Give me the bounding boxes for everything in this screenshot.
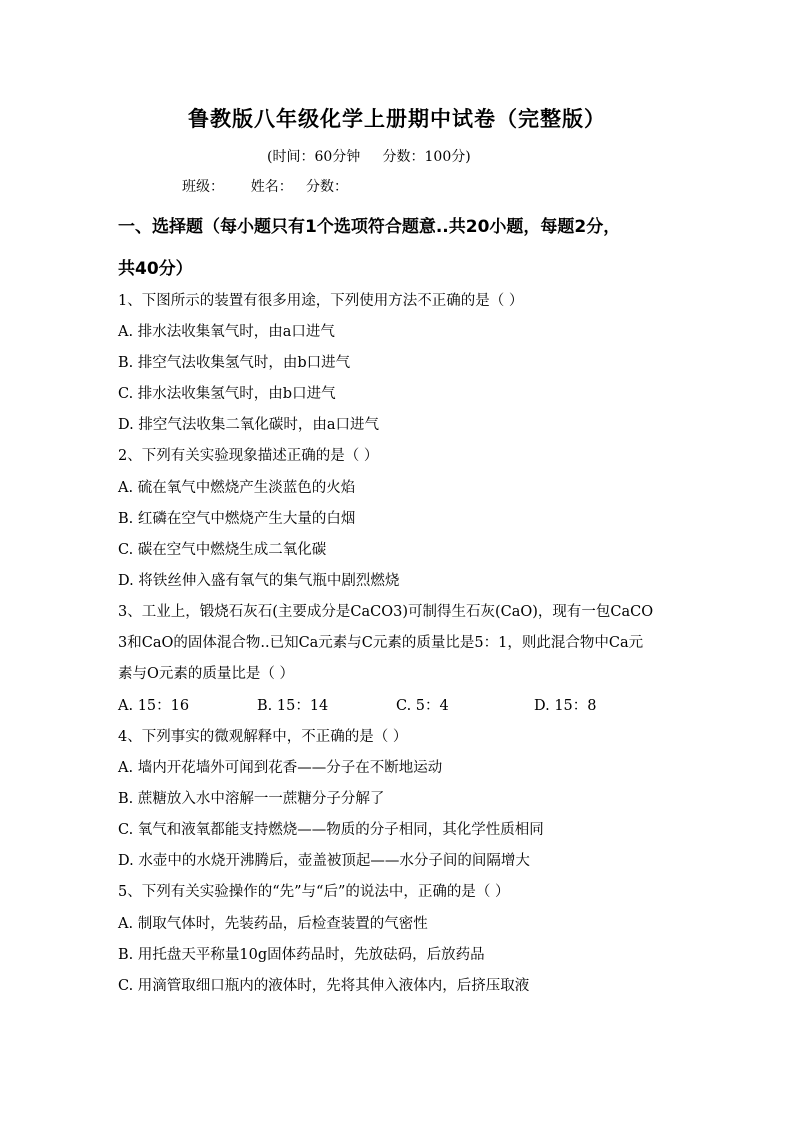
question-4-option-d: D. 水壶中的水烧开沸腾后，壶盖被顶起——水分子间的间隔增大 bbox=[118, 853, 530, 869]
question-3-stem-cont: 3和CaO的固体混合物..已知Ca元素与C元素的质量比是5：1，则此混合物中Ca元 bbox=[118, 635, 644, 651]
question-4-stem: 4、下列事实的微观解释中，不正确的是（ ） bbox=[118, 729, 408, 745]
question-4-option-c: C. 氧气和液氧都能支持燃烧——物质的分子相同，其化学性质相同 bbox=[118, 822, 544, 838]
section-heading-cont: 共40分） bbox=[118, 259, 193, 279]
question-5-option-a: A. 制取气体时，先装药品，后检查装置的气密性 bbox=[118, 916, 428, 932]
question-3-stem: 3、工业上，锻烧石灰石(主要成分是CaCO3)可制得生石灰(CaO)，现有一包CaCO bbox=[118, 604, 654, 620]
question-3-option-a: A. 15：16 bbox=[118, 698, 190, 714]
question-5-option-c: C. 用滴管取细口瓶内的液体时，先将其伸入液体内，后挤压取液 bbox=[118, 978, 530, 994]
question-2-stem: 2、下列有关实验现象描述正确的是（ ） bbox=[118, 448, 379, 464]
question-2-option-d: D. 将铁丝伸入盛有氧气的集气瓶中剧烈燃烧 bbox=[118, 573, 400, 589]
question-5-option-b: B. 用托盘天平称量10g固体药品时，先放砝码，后放药品 bbox=[118, 947, 485, 963]
exam-meta: (时间：60分钟 分数：100分) bbox=[267, 149, 471, 165]
question-5-stem: 5、下列有关实验操作的“先”与“后”的说法中，正确的是（ ） bbox=[118, 884, 510, 900]
question-2-option-c: C. 碳在空气中燃烧生成二氧化碳 bbox=[118, 542, 327, 558]
question-1-option-a: A. 排水法收集氧气时，由a口进气 bbox=[118, 324, 335, 340]
question-1-option-c: C. 排水法收集氢气时，由b口进气 bbox=[118, 386, 336, 402]
question-3-option-b: B. 15：14 bbox=[257, 698, 329, 714]
question-4-option-b: B. 蔗糖放入水中溶解一一蔗糖分子分解了 bbox=[118, 791, 385, 807]
question-3-option-d: D. 15：8 bbox=[534, 698, 597, 714]
question-1-stem: 1、下图所示的装置有很多用途，下列使用方法不正确的是（ ） bbox=[118, 293, 524, 309]
question-1-option-b: B. 排空气法收集氢气时，由b口进气 bbox=[118, 355, 351, 371]
question-3-stem-cont: 素与O元素的质量比是（ ） bbox=[118, 666, 294, 682]
question-3-option-c: C. 5：4 bbox=[396, 698, 449, 714]
question-2-option-b: B. 红磷在空气中燃烧产生大量的白烟 bbox=[118, 511, 356, 527]
question-2-option-a: A. 硫在氧气中燃烧产生淡蓝色的火焰 bbox=[118, 480, 356, 496]
student-info-line: 班级： 姓名： 分数： bbox=[182, 179, 349, 195]
question-1-option-d: D. 排空气法收集二氧化碳时，由a口进气 bbox=[118, 417, 379, 433]
question-4-option-a: A. 墙内开花墙外可闻到花香——分子在不断地运动 bbox=[118, 760, 443, 776]
page-title: 鲁教版八年级化学上册期中试卷（完整版） bbox=[188, 107, 606, 131]
section-heading: 一、选择题（每小题只有1个选项符合题意..共20小题，每题2分， bbox=[118, 217, 621, 237]
